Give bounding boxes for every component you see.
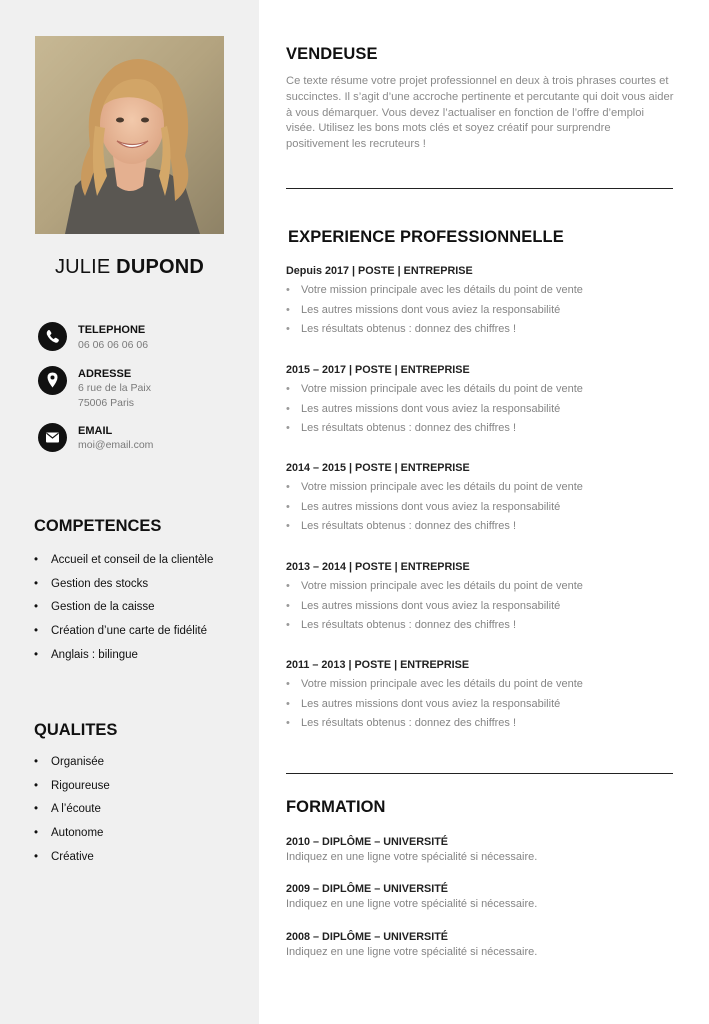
- experience-entry: [286, 461, 686, 539]
- experience-entry: [286, 560, 686, 638]
- experience-bullet: • Les résultats obtenus : donnez des chiffres !: [286, 421, 686, 441]
- skills-list: [34, 553, 213, 671]
- skill-item: • Accueil et conseil de la clientèle: [34, 553, 213, 577]
- experience-entry: [286, 363, 686, 441]
- address-label: ADRESSE: [78, 368, 132, 380]
- qualities-list: [34, 755, 110, 873]
- address-line-1: 6 rue de la Paix: [78, 382, 151, 394]
- profile-photo: [35, 36, 224, 234]
- first-name: JULIE: [54, 256, 111, 278]
- experience-bullet: • Votre mission principale avec les détails du point de vente: [286, 382, 686, 402]
- education-desc: Indiquez en une ligne votre spécialité si nécessaire.: [286, 851, 538, 863]
- quality-item: • Autonome: [34, 826, 110, 850]
- last-name: DUPOND: [116, 256, 205, 278]
- experience-entry: [286, 658, 686, 736]
- address-line-2: 75006 Paris: [78, 397, 135, 409]
- experience-bullet: • Les autres missions dont vous aviez la responsabilité: [286, 599, 686, 619]
- location-pin-icon: [38, 366, 67, 395]
- experience-bullet: • Les résultats obtenus : donnez des chiffres !: [286, 716, 686, 736]
- experience-bullet: • Les autres missions dont vous aviez la responsabilité: [286, 500, 686, 520]
- skill-item: • Anglais : bilingue: [34, 648, 213, 672]
- email-value: moi@email.com: [78, 439, 154, 451]
- skills-heading: COMPETENCES: [34, 517, 162, 535]
- skill-item: • Gestion de la caisse: [34, 600, 213, 624]
- experience-title: Depuis 2017 | POSTE | ENTREPRISE: [286, 265, 473, 277]
- phone-value: 06 06 06 06 06: [78, 339, 149, 351]
- education-title: 2008 – DIPLÔME – UNIVERSITÉ: [286, 931, 449, 943]
- quality-item: • A l’écoute: [34, 802, 110, 826]
- quality-item: • Créative: [34, 850, 110, 874]
- education-heading: FORMATION: [286, 798, 386, 816]
- education-title: 2009 – DIPLÔME – UNIVERSITÉ: [286, 883, 449, 895]
- education-desc: Indiquez en une ligne votre spécialité si nécessaire.: [286, 946, 538, 958]
- experience-bullet: • Votre mission principale avec les détails du point de vente: [286, 677, 686, 697]
- experience-title: 2011 – 2013 | POSTE | ENTREPRISE: [286, 659, 470, 671]
- quality-item: • Rigoureuse: [34, 779, 110, 803]
- skill-item: • Création d’une carte de fidélité: [34, 624, 213, 648]
- experience-heading: EXPERIENCE PROFESSIONNELLE: [288, 228, 564, 246]
- full-name: [0, 256, 259, 279]
- envelope-icon: [38, 423, 67, 452]
- experience-title: 2013 – 2014 | POSTE | ENTREPRISE: [286, 561, 470, 573]
- experience-bullet: • Les résultats obtenus : donnez des chiffres !: [286, 519, 686, 539]
- job-title: VENDEUSE: [286, 45, 378, 63]
- experience-entry: [286, 264, 686, 342]
- experience-bullet: • Les résultats obtenus : donnez des chiffres !: [286, 322, 686, 342]
- education-title: 2010 – DIPLÔME – UNIVERSITÉ: [286, 836, 449, 848]
- experience-bullet: • Les autres missions dont vous aviez la responsabilité: [286, 697, 686, 717]
- experience-bullet: • Les autres missions dont vous aviez la responsabilité: [286, 402, 686, 422]
- experience-title: 2014 – 2015 | POSTE | ENTREPRISE: [286, 462, 470, 474]
- skill-item: • Gestion des stocks: [34, 577, 213, 601]
- divider: [286, 773, 673, 774]
- education-desc: Indiquez en une ligne votre spécialité si nécessaire.: [286, 898, 538, 910]
- qualities-heading: QUALITES: [34, 721, 118, 739]
- experience-bullet: • Les résultats obtenus : donnez des chiffres !: [286, 618, 686, 638]
- divider: [286, 188, 673, 189]
- quality-item: • Organisée: [34, 755, 110, 779]
- email-label: EMAIL: [78, 425, 113, 437]
- experience-bullet: • Votre mission principale avec les détails du point de vente: [286, 283, 686, 303]
- education-entry: [286, 835, 686, 865]
- profile-summary: Ce texte résume votre projet professionnel en deux à trois phrases courtes et succinctes. Il s’agit d’une accroche pertinente et percutante qui doit vous aider à vous démarquer. Vous devez l’actualiser en fonction de l’offre d’emploi visée. Utilisez les bons mots clés et soyez créatif pour surprendre positivement les recruteurs !: [286, 75, 674, 151]
- experience-title: 2015 – 2017 | POSTE | ENTREPRISE: [286, 364, 470, 376]
- education-entry: [286, 930, 686, 960]
- phone-label: TELEPHONE: [78, 324, 146, 336]
- phone-icon: [38, 322, 67, 351]
- experience-bullet: • Votre mission principale avec les détails du point de vente: [286, 579, 686, 599]
- education-entry: [286, 882, 686, 912]
- experience-bullet: • Votre mission principale avec les détails du point de vente: [286, 480, 686, 500]
- experience-bullet: • Les autres missions dont vous aviez la responsabilité: [286, 303, 686, 323]
